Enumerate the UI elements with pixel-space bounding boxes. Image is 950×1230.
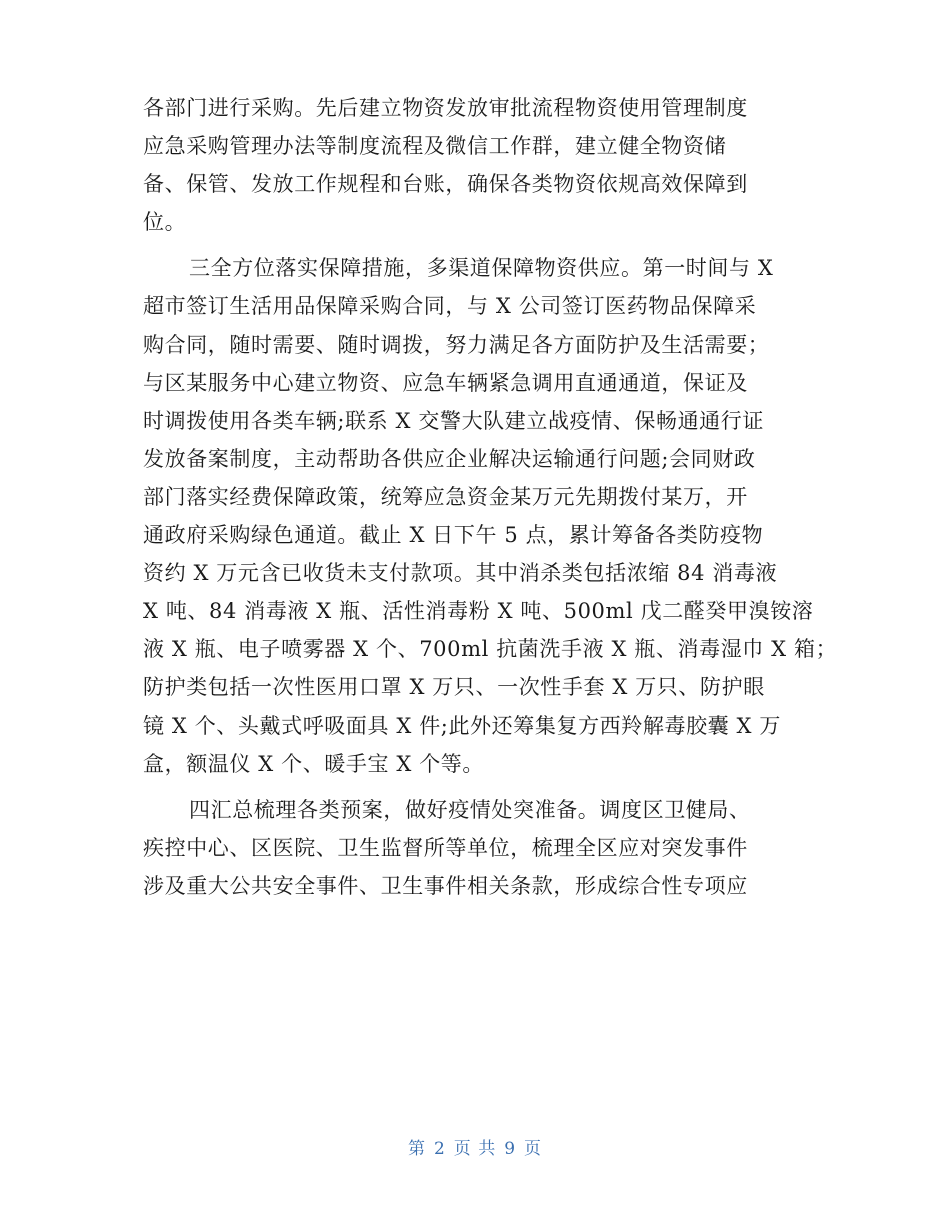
text-line: 资约 X 万元含已收货未支付款项。其中消杀类包括浓缩 84 消毒液 (143, 561, 778, 586)
text-line: 备、保管、发放工作规程和台账，确保各类物资依规高效保障到 (143, 172, 748, 197)
text-line: 位。 (143, 210, 187, 235)
paragraph (143, 89, 823, 241)
footer-suffix: 页 (524, 1139, 543, 1159)
text-line: X 吨、84 消毒液 X 瓶、活性消毒粉 X 吨、500ml 戊二醛癸甲溴铵溶 (143, 599, 814, 624)
text-line: 液 X 瓶、电子喷雾器 X 个、700ml 抗菌洗手液 X 瓶、消毒湿巾 X 箱； (143, 637, 838, 662)
text-line: 购合同，随时需要、随时调拨，努力满足各方面防护及生活需要； (143, 332, 770, 357)
text-line: 与区某服务中心建立物资、应急车辆紧急调用直通通道，保证及 (143, 370, 748, 395)
text-line: 应急采购管理办法等制度流程及微信工作群，建立健全物资储 (143, 134, 727, 159)
text-line: 盒，额温仪 X 个、暖手宝 X 个等。 (143, 751, 485, 776)
text-line: 涉及重大公共安全事件、卫生事件相关条款，形成综合性专项应 (143, 873, 748, 898)
text-line: 通政府采购绿色通道。截止 X 日下午 5 点，累计筹备各类防疫物 (143, 523, 764, 548)
paragraph (143, 791, 823, 905)
text-line: 超市签订生活用品保障采购合同，与 X 公司签订医药物品保障采 (143, 294, 757, 319)
paragraph (143, 249, 838, 782)
footer-prefix: 第 (407, 1139, 426, 1159)
footer-middle: 页 共 (453, 1139, 497, 1159)
page-number-footer (0, 1134, 950, 1159)
document-body (143, 89, 838, 905)
text-line: 四汇总梳理各类预案，做好疫情处突准备。调度区卫健局、 (189, 797, 751, 822)
text-line: 各部门进行采购。先后建立物资发放审批流程物资使用管理制度 (143, 96, 748, 120)
text-line: 部门落实经费保障政策，统筹应急资金某万元先期拨付某万，开 (143, 484, 748, 509)
current-page-number: 2 (433, 1139, 446, 1159)
text-line: 发放备案制度，主动帮助各供应企业解决运输通行问题;会同财政 (143, 446, 756, 471)
text-line: 疾控中心、区医院、卫生监督所等单位，梳理全区应对突发事件 (143, 835, 748, 860)
total-pages-number: 9 (504, 1139, 517, 1159)
text-line: 防护类包括一次性医用口罩 X 万只、一次性手套 X 万只、防护眼 (143, 675, 765, 700)
text-line: 三全方位落实保障措施，多渠道保障物资供应。第一时间与 X (189, 256, 774, 281)
text-line: 时调拨使用各类车辆;联系 X 交警大队建立战疫情、保畅通通行证 (143, 408, 764, 433)
text-line: 镜 X 个、头戴式呼吸面具 X 件;此外还筹集复方西羚解毒胶囊 X 万 (143, 713, 781, 738)
